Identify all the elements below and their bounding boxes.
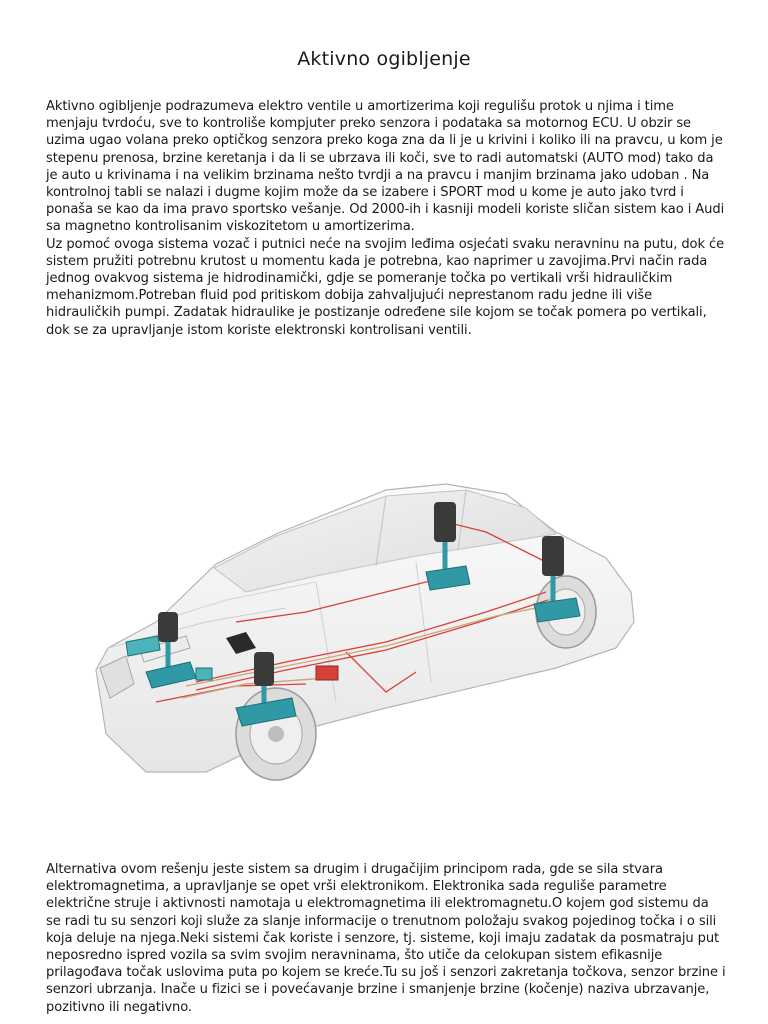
paragraph-alternative: Alternativa ovom rešenju jeste sistem sa drugim i drugačijim principom rada, gde se sila stvara elektromagnetima, a upravljanje se opet vrši elektronikom. Elektronika sada reguliše parametre električne struje i aktivnosti namotaja u elektromagnetima ili elektromagnetu.O kojem god sistemu da se radi tu su senzori koji služe za slanje informacije o trenutnom položaju svakog pojedinog točka i o sili koja deluje na njega.Neki sistemi čak koriste i senzore, tj. sisteme, koji imaju zadatak da posmatraju put neposredno ispred vozila sa svim svojim neravninama, što utiče da celokupan sistem efikasnije prilagođava točak uslovima puta po kojem se kreće.Tu su još i senzori zakretanja točkova, senzor brzine i senzori ubrzanja. Inače u fizici se i povećavanje brzine i smanjenje brzine (kočenje) naziva ubrzavanje, pozitivno ili negativno.: [46, 862, 726, 1015]
valve-block: [196, 668, 212, 680]
car-suspension-illustration: [86, 472, 638, 784]
paragraph-intro: Aktivno ogibljenje podrazumeva elektro ventile u amortizerima koji regulišu protok u njima i time menjaju tvrdoću, sve to kontroliše kompjuter preko senzora i podataka sa motornog ECU. U obzir se uzima ugao volana preko optičkog senzora preko koga zna da li je u krivini i koliko ili na pravcu, u kom je stepenu prenosa, brzine keretanja i da li se ubrzava ili koči, sve to radi automatski (AUTO mod) tako da je auto u krivinama i na velikim brzinama nešto tvrdji a na pravcu i manjim brzinama jako udoban . Na kontrolnoj tabli se nalazi i dugme kojim može da se izabere i SPORT mod u kome je auto jako tvrd i ponaša se kao da ima pravo sportsko vešanje. Od 2000-ih i kasniji modeli koriste sličan sistem kao i Audi sa magnetno kontrolisanim viskozitetom u amortizerima. Uz pomoć ovoga sistema vozač i putnici neće na svojim leđima osjećati svaku neravninu na putu, dok će sistem pružiti potrebnu krutost u momentu kada je potrebna, kao naprimer u zavojima.Prvi način rada jednog ovakvog sistema je hidrodinamički, gdje se pomeranje točka po vertikali vrši hidrauličkim mehanizmom.Potreban fluid pod pritiskom dobija zahvaljujući neprestanom radu jedne ili više hidrauličkih pumpi. Zadatak hidraulike je postizanje određene sile kojom se točak pomera po vertikali, dok se za upravljanje istom koriste elektronski kontrolisani ventili.: [46, 99, 725, 338]
page-title: Aktivno ogibljenje: [297, 48, 471, 70]
control-unit: [316, 666, 338, 680]
